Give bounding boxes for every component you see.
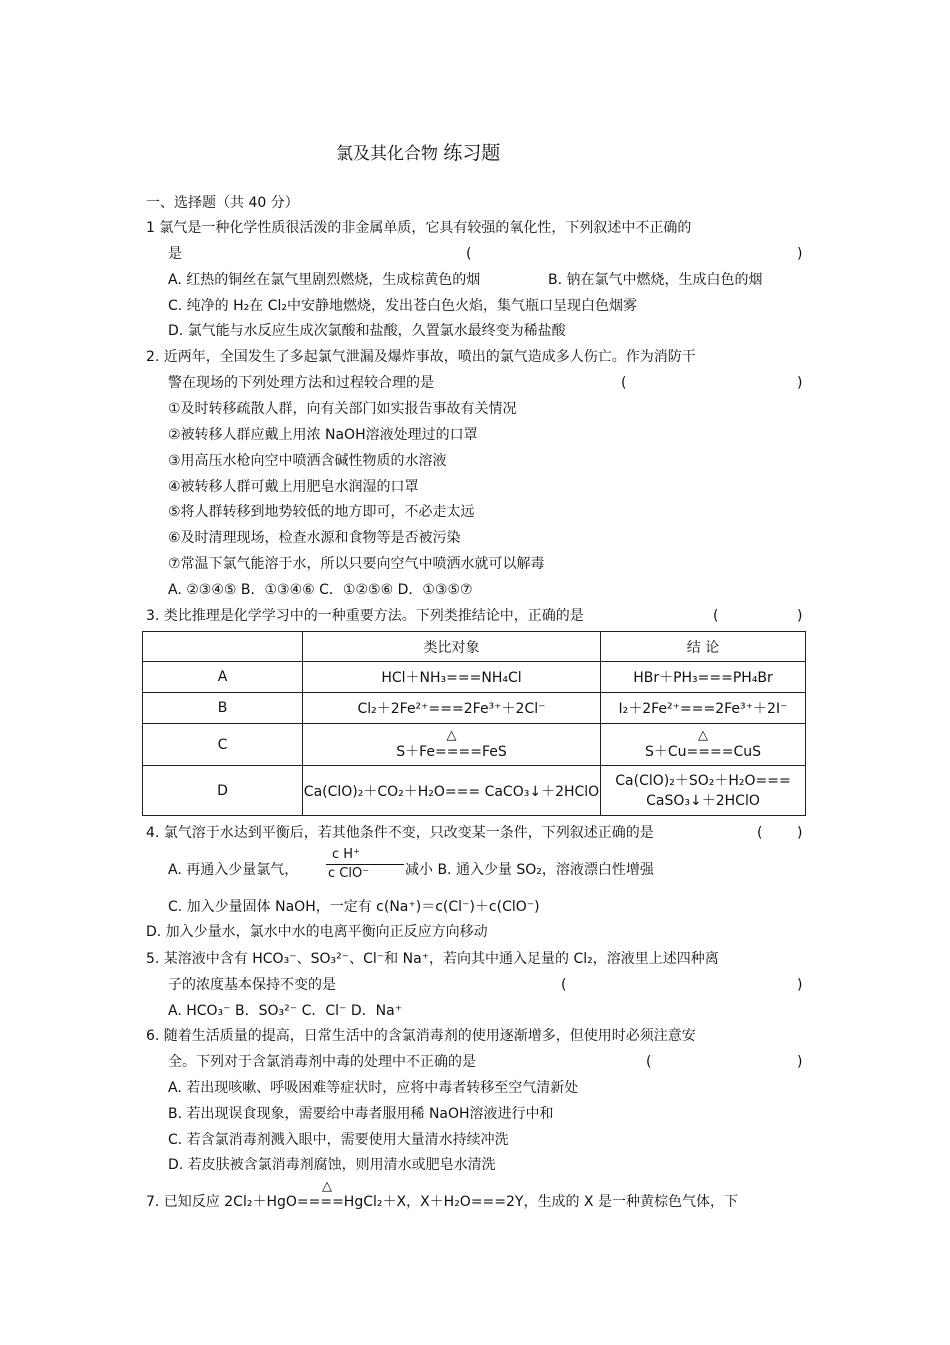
q1-option-b: B. 钠在氯气中燃烧，生成白色的烟 xyxy=(548,272,763,288)
q5-stem: 5. 某溶液中含有 HCO₃⁻、SO₃²⁻、Cl⁻和 Na⁺，若向其中通入足量的 Cl₂，溶液里上述四种离 xyxy=(146,951,719,967)
q3-paren-right: ) xyxy=(797,608,803,624)
q5-options: A. HCO₃⁻ B．SO₃²⁻ C．Cl⁻ D．Na⁺ xyxy=(168,1003,403,1019)
row-label: A xyxy=(143,662,303,693)
page-title xyxy=(336,144,500,163)
q2-item: ⑦常温下氯气能溶于水，所以只要向空气中喷洒水就可以解毒 xyxy=(168,556,545,572)
row-result-cell xyxy=(601,724,806,766)
table-header-row xyxy=(143,632,806,662)
row-result: S＋Cu====CuS xyxy=(645,743,761,760)
row-label: C xyxy=(143,724,303,766)
q4-stem: 4. 氯气溶于水达到平衡后，若其他条件不变，只改变某一条件，下列叙述正确的是 xyxy=(146,825,654,841)
row-object: S＋Fe====FeS xyxy=(396,743,507,760)
title-main: 氯及其化合物 xyxy=(336,144,438,164)
row-result: I₂＋2Fe²⁺===2Fe³⁺＋2I⁻ xyxy=(601,693,806,724)
table-header-blank xyxy=(143,632,303,662)
q4-option-a-b: 减小 B. 通入少量 SO₂，溶液漂白性增强 xyxy=(405,862,654,878)
q2-item: ⑤将人群转移到地势较低的地方即可，不必走太远 xyxy=(168,504,475,520)
row-result: HBr＋PH₃===PH₄Br xyxy=(601,662,806,693)
q4-paren-right: ) xyxy=(797,825,803,841)
ratio-numerator: c H⁺ xyxy=(332,847,360,862)
q2-item: ⑥及时清理现场，检查水源和食物等是否被污染 xyxy=(168,530,461,546)
row-label: B xyxy=(143,693,303,724)
q4-option-d: D. 加入少量水，氯水中水的电离平衡向正反应方向移动 xyxy=(146,924,488,940)
row-result-line-1: Ca(ClO)₂＋SO₂＋H₂O=== xyxy=(615,772,791,789)
q2-item: ①及时转移疏散人群，向有关部门如实报告事故有关情况 xyxy=(168,401,517,417)
row-object: Cl₂＋2Fe²⁺===2Fe³⁺＋2Cl⁻ xyxy=(303,693,601,724)
q2-paren-left: ( xyxy=(621,375,627,391)
q4-option-a-prefix: A. 再通入少量氯气， xyxy=(168,862,299,878)
q7-stem: 7. 已知反应 2Cl₂＋HgO====HgCl₂＋X，X＋H₂O===2Y，生成的 X 是一种黄棕色气体，下 xyxy=(146,1194,738,1210)
q2-paren-right: ) xyxy=(797,375,803,391)
q3-stem: 3. 类比推理是化学学习中的一种重要方法。下列类推结论中，正确的是 xyxy=(146,608,584,624)
q5-paren-left: ( xyxy=(561,977,567,993)
q1-option-c: C. 纯净的 H₂在 Cl₂中安静地燃烧，发出苍白色火焰，集气瓶口呈现白色烟雾 xyxy=(168,298,637,314)
table-row xyxy=(143,724,806,766)
row-result-cell xyxy=(601,766,806,816)
table-row xyxy=(143,766,806,816)
heat-condition-symbol: △ xyxy=(446,727,457,743)
q2-item: ②被转移人群应戴上用浓 NaOH溶液处理过的口罩 xyxy=(168,427,478,443)
q1-paren-left: ( xyxy=(466,246,472,262)
table-header-object: 类比对象 xyxy=(303,632,601,662)
q6-option-c: C. 若含氯消毒剂溅入眼中，需要使用大量清水持续冲洗 xyxy=(168,1132,509,1148)
q3-paren-left: ( xyxy=(713,608,719,624)
table-row xyxy=(143,693,806,724)
q6-stem: 6. 随着生活质量的提高，日常生活中的含氯消毒剂的使用逐渐增多，但使用时必须注意安 xyxy=(146,1028,696,1044)
q6-paren-right: ) xyxy=(797,1054,803,1070)
q2-item: ④被转移人群可戴上用肥皂水润湿的口罩 xyxy=(168,479,419,495)
q6-paren-left: ( xyxy=(646,1054,652,1070)
q6-option-d: D. 若皮肤被含氯消毒剂腐蚀，则用清水或肥皂水清洗 xyxy=(168,1157,496,1173)
q1-option-d: D. 氯气能与水反应生成次氯酸和盐酸，久置氯水最终变为稀盐酸 xyxy=(168,323,566,339)
row-result-line-2: CaSO₃↓＋2HClO xyxy=(646,792,760,809)
q2-stem: 2. 近两年，全国发生了多起氯气泄漏及爆炸事故，喷出的氯气造成多人伤亡。作为消防干 xyxy=(146,349,696,365)
q2-item: ③用高压水枪向空中喷洒含碱性物质的水溶液 xyxy=(168,453,447,469)
q1-paren-right: ) xyxy=(797,246,803,262)
analogy-table xyxy=(142,631,806,816)
concentration-ratio xyxy=(326,846,406,883)
q4-option-c: C. 加入少量固体 NaOH，一定有 c(Na⁺)＝c(Cl⁻)＋c(ClO⁻) xyxy=(168,899,540,915)
row-object: Ca(ClO)₂＋CO₂＋H₂O=== CaCO₃↓＋2HClO xyxy=(303,766,601,816)
q6-option-b: B. 若出现误食现象，需要给中毒者服用稀 NaOH溶液进行中和 xyxy=(168,1106,554,1122)
row-object: HCl＋NH₃===NH₄Cl xyxy=(303,662,601,693)
row-label: D xyxy=(143,766,303,816)
ratio-denominator: c ClO⁻ xyxy=(328,866,370,881)
title-sub: 练习题 xyxy=(443,142,501,164)
row-object-cell xyxy=(303,724,601,766)
table-row xyxy=(143,662,806,693)
heat-condition-symbol: △ xyxy=(698,727,708,743)
q1-option-a: A. 红热的铜丝在氯气里剧烈燃烧，生成棕黄色的烟 xyxy=(168,272,481,288)
q2-options: A. ②③④⑤ B．①③④⑥ C．①②⑤⑥ D．①③⑤⑦ xyxy=(168,582,473,598)
q2-stem-2: 警在现场的下列处理方法和过程较合理的是 xyxy=(168,375,434,391)
q1-stem-2: 是 xyxy=(168,246,182,262)
q1-stem: 1 氯气是一种化学性质很活泼的非金属单质，它具有较强的氧化性，下列叙述中不正确的 xyxy=(146,220,692,236)
section-heading: 一、选择题（共 40 分） xyxy=(146,195,299,211)
q5-stem-2: 子的浓度基本保持不变的是 xyxy=(168,977,336,993)
q5-paren-right: ) xyxy=(797,977,803,993)
q6-option-a: A. 若出现咳嗽、呼吸困难等症状时，应将中毒者转移至空气清新处 xyxy=(168,1080,579,1096)
q6-stem-2: 全。下列对于含氯消毒剂中毒的处理中不正确的是 xyxy=(168,1054,476,1070)
heat-condition-symbol: △ xyxy=(322,1179,332,1194)
table-header-result: 结 论 xyxy=(601,632,806,662)
q4-paren-left: ( xyxy=(757,825,763,841)
